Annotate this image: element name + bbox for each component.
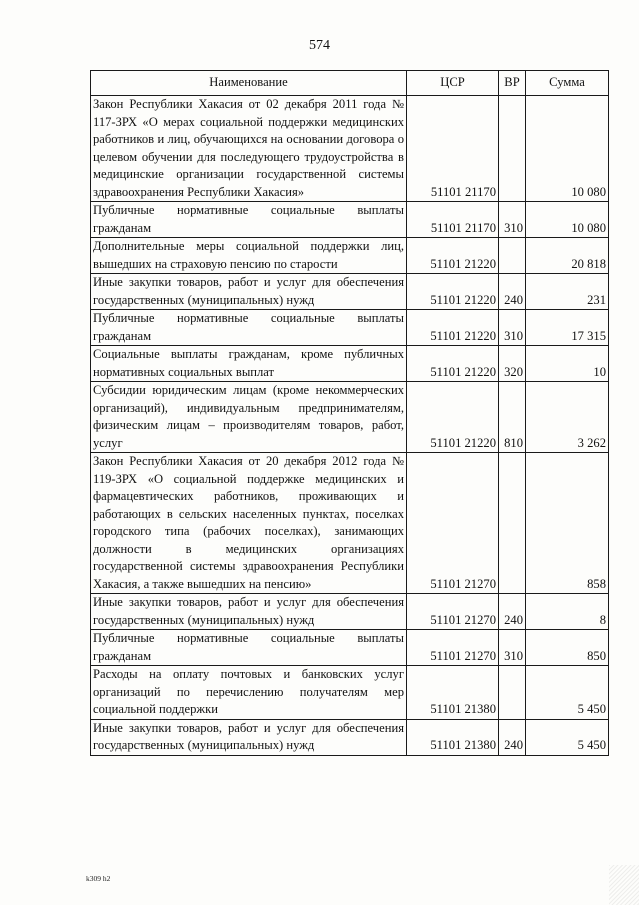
row-csr: 51101 21270 xyxy=(407,630,499,666)
scan-corner-artifact xyxy=(609,865,639,905)
row-sum: 858 xyxy=(526,453,609,594)
row-sum: 8 xyxy=(526,594,609,630)
row-sum: 10 080 xyxy=(526,96,609,202)
row-vr xyxy=(499,238,526,274)
row-csr: 51101 21170 xyxy=(407,202,499,238)
header-sum: Сумма xyxy=(526,71,609,96)
footer-document-code: k309 h2 xyxy=(86,874,111,883)
row-name: Расходы на оплату почтовых и банковских услуг организаций по перечислению получателям мер социальной поддержки xyxy=(91,666,407,720)
row-sum: 5 450 xyxy=(526,719,609,755)
row-sum: 3 262 xyxy=(526,382,609,453)
row-vr: 310 xyxy=(499,310,526,346)
table-row xyxy=(91,202,609,238)
table-row xyxy=(91,96,609,202)
row-csr: 51101 21220 xyxy=(407,346,499,382)
row-vr: 310 xyxy=(499,202,526,238)
row-vr: 240 xyxy=(499,274,526,310)
row-vr: 310 xyxy=(499,630,526,666)
row-sum: 5 450 xyxy=(526,666,609,720)
table-row xyxy=(91,274,609,310)
row-sum: 10 080 xyxy=(526,202,609,238)
table-row xyxy=(91,630,609,666)
row-csr: 51101 21380 xyxy=(407,719,499,755)
row-sum: 10 xyxy=(526,346,609,382)
header-csr: ЦСР xyxy=(407,71,499,96)
row-vr: 810 xyxy=(499,382,526,453)
table-row xyxy=(91,238,609,274)
row-sum: 20 818 xyxy=(526,238,609,274)
row-name: Закон Республики Хакасия от 02 декабря 2011 года № 117-ЗРХ «О мерах социальной поддержки медицинских работников и лиц, обучающихся на основании договора о целевом обучении для последующего трудоустройства в медицинские организации государственной системы здравоохранения Республики Хакасия» xyxy=(91,96,407,202)
row-vr xyxy=(499,96,526,202)
row-sum: 850 xyxy=(526,630,609,666)
table-row xyxy=(91,453,609,594)
row-vr xyxy=(499,453,526,594)
row-csr: 51101 21220 xyxy=(407,310,499,346)
row-csr: 51101 21380 xyxy=(407,666,499,720)
page-number: 574 xyxy=(309,38,330,53)
row-csr: 51101 21220 xyxy=(407,382,499,453)
row-vr: 240 xyxy=(499,719,526,755)
table-row xyxy=(91,346,609,382)
row-sum: 17 315 xyxy=(526,310,609,346)
table-row xyxy=(91,382,609,453)
row-csr: 51101 21220 xyxy=(407,238,499,274)
table-row xyxy=(91,719,609,755)
row-name: Публичные нормативные социальные выплаты гражданам xyxy=(91,202,407,238)
row-name: Иные закупки товаров, работ и услуг для обеспечения государственных (муниципальных) нужд xyxy=(91,274,407,310)
row-name: Публичные нормативные социальные выплаты гражданам xyxy=(91,630,407,666)
row-name: Публичные нормативные социальные выплаты гражданам xyxy=(91,310,407,346)
row-csr: 51101 21170 xyxy=(407,96,499,202)
table-row xyxy=(91,310,609,346)
row-name: Социальные выплаты гражданам, кроме публичных нормативных социальных выплат xyxy=(91,346,407,382)
table-header-row xyxy=(91,71,609,96)
row-name: Иные закупки товаров, работ и услуг для обеспечения государственных (муниципальных) нужд xyxy=(91,594,407,630)
row-vr xyxy=(499,666,526,720)
row-sum: 231 xyxy=(526,274,609,310)
row-vr: 240 xyxy=(499,594,526,630)
row-csr: 51101 21270 xyxy=(407,453,499,594)
header-vr: ВР xyxy=(499,71,526,96)
row-name: Закон Республики Хакасия от 20 декабря 2012 года № 119-ЗРХ «О социальной поддержке медицинских и фармацевтических работников, проживающих и работающих в сельских населенных пунктах, поселках городского типа (рабочих поселках), занимающих должности в медицинских организациях государственной системы здравоохранения Республики Хакасия, а также вышедших на пенсию» xyxy=(91,453,407,594)
row-name: Иные закупки товаров, работ и услуг для обеспечения государственных (муниципальных) нужд xyxy=(91,719,407,755)
row-name: Дополнительные меры социальной поддержки лиц, вышедших на страховую пенсию по старости xyxy=(91,238,407,274)
table-row xyxy=(91,594,609,630)
table-row xyxy=(91,666,609,720)
row-name: Субсидии юридическим лицам (кроме некоммерческих организаций), индивидуальным предпринимателям, физическим лицам – производителям товаров, работ, услуг xyxy=(91,382,407,453)
row-vr: 320 xyxy=(499,346,526,382)
row-csr: 51101 21220 xyxy=(407,274,499,310)
row-csr: 51101 21270 xyxy=(407,594,499,630)
header-name: Наименование xyxy=(91,71,407,96)
budget-table xyxy=(90,70,609,756)
